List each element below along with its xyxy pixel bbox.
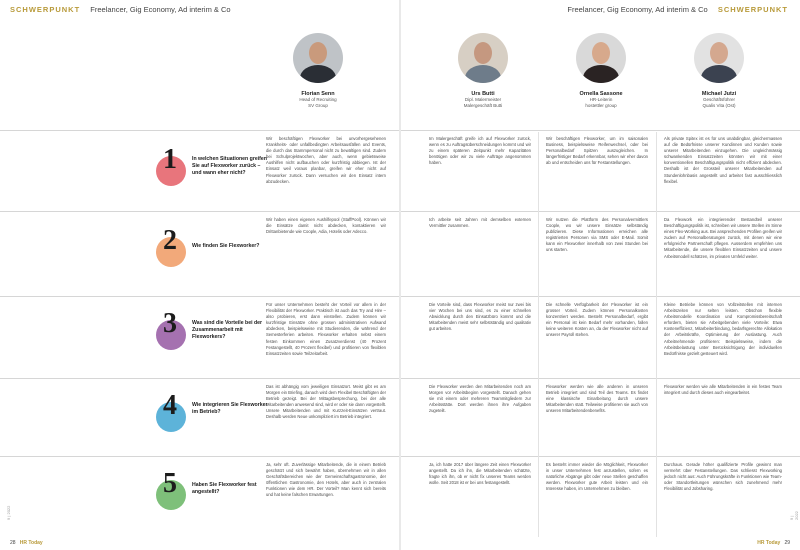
person-role: HR-Leiterin — [589, 97, 613, 102]
magazine-name: HR Today — [757, 540, 781, 546]
person-michael-jutzi — [679, 33, 759, 108]
left-header — [10, 5, 231, 14]
person-florian-senn — [278, 33, 358, 108]
question-number: 1 — [163, 144, 177, 175]
person-role: Geschäftsführer — [702, 97, 735, 102]
question-text: Wie finden Sie Flexworker? — [192, 243, 260, 249]
person-ornella-sassone — [561, 33, 641, 108]
column-divider — [656, 132, 657, 537]
question-number: 2 — [163, 225, 177, 256]
answer-text: Die Flexworker werden den Mitarbeitenden noch am Morgen vor Arbeitsbeginn vorgestellt. Danach gehen sie mit einem oder mehreren Teammitgliedern zur Arbeitsstätte. Dort werden ihnen ihre Aufgaben zugeteilt. — [429, 384, 531, 414]
page-number: 28 — [10, 540, 16, 546]
answer-text: Als private Spitex ist es für uns unabdingbar, gleichermassen auf die Bedürfnisse unserer Kundinnen und Kunden sowie unserer Mitarbeitenden einzugehen. Die ungleichmässig schwankenden Einsatzzeiten könnten wir mit einer konventionellen Beschäftigungspolitik nicht effizient abdecken. Deshalb ist der Grossteil unserer Mitarbeitenden auf Stundenlohnbasis angestellt und arbeitet fast ausschliesslich flexibel. — [664, 136, 782, 184]
person-company: Qualis Vita (Ost) — [702, 102, 736, 108]
section-subtitle: Freelancer, Gig Economy, Ad interim & Co — [90, 5, 231, 14]
divider — [401, 296, 800, 297]
question-number: 3 — [163, 308, 177, 339]
person-urs-butti — [443, 33, 523, 108]
divider — [0, 456, 399, 457]
section-keyword: SCHWERPUNKT — [717, 5, 788, 14]
left-folio — [10, 540, 43, 546]
answer-text: Kleine Betriebe können von Vollzeitstellen mit internen Arbeitszeiten nur selten leisten. Obschon flexible Arbeitsmodelle Koordination und Kompromissbereitschaft erfordern, bieten sie Arbeitgebenden viele Vorteile: Etwa Kosteneffizienz, Mitarbeiterbindung, bedarfsgerechte Allokation der Arbeitskräfte, Optimierung der Auslastung. Auch Arbeitnehmende profitieren: Beispielsweise, indem die Arbeitsbelastung unter Berücksichtigung der individuellen Bedürfnisse gezielt gesteuert wird. — [664, 302, 782, 356]
page-number: 29 — [784, 540, 790, 546]
question-text: Wie integrieren Sie Flexworker im Betrieb? — [192, 402, 268, 416]
person-role: Head of Recruiting — [299, 97, 337, 102]
answer-text: Durchaus. Gerade höher qualifizierte Profile gewinnt man vermehrt über Festanstellungen. Das schliesst Flexworking jedoch nicht aus: Auch Führungskräfte in Funktionen wie Team- oder Standortleitungen wünschen sich zunehmend mehr Flexibilität und Jobsharing. — [664, 462, 782, 492]
answer-text: Das ist abhängig vom jeweiligen Einsatzort. Meist gibt es am Morgen ein Briefing, danach wird dem Flexibel Beschäftigten der Betrieb gezeigt. Bei der Mittagsbesprechung, bei der alle Mitarbeitenden anwesend sind, wird er oder sie dann vorgestellt. Unsere Mitarbeitenden und mit Kurzzeit-Einsätzen vertraut. Deshalb werden Neue unkompliziert im Betrieb integriert. — [266, 384, 386, 420]
divider — [0, 378, 399, 379]
question-text: Was sind die Vorteile bei der Zusammenarbeit mit Flexworkers? — [192, 320, 263, 341]
answer-text: Ja, ich hatte 2017 über längere Zeit einen Flexworker angestellt. Da ich ihn, die Mitarbeitenden schätzte, fragte ich ihn, ob er nicht fix unseres Teams werden wolle. Seit 2018 ist er bei uns festangestellt. — [429, 462, 531, 486]
right-folio — [757, 540, 790, 546]
answer-text: Es besteht immer wieder die Möglichkeit, Flexworker in unser Unternehmen fest anzustellen, sofern es natürliche Abgänge gibt oder neue Stellen geschaffen werden. Flexworker gute Arbeit leisten und ein Interesse haben, im Unternehmen zu bleiben. — [546, 462, 648, 492]
person-role: Dipl. Malermeister — [464, 97, 502, 102]
answer-text: Flexworker werden wie alle anderen in unseren Betrieb integriert und sind Teil des Teams. Es findet eine klassische Einarbeitung durch unsere Mitarbeitenden statt. Teilweise profitieren sie auch von unseren Mitarbeitendenbenefits. — [546, 384, 648, 414]
answer-text: Ich arbeite seit Jahren mit demselben externen Vermittler zusammen. — [429, 217, 531, 229]
section-subtitle: Freelancer, Gig Economy, Ad interim & Co — [567, 5, 708, 14]
divider — [401, 378, 800, 379]
person-name: Florian Senn — [301, 91, 335, 97]
answer-text: Da Flexwork ein integrierender Bestandteil unserer Beschäftigungspolitik ist, schreiben wir unsere Stellen im Sinne eines Flex-Working aus. Bei ansprechenden Profilen greifen wir zudem auf Personalberatungen zurück, mit denen wir eine erfolgreiche Partnerschaft pflegen. Ausserdem empfehlen uns Mitarbeitende, die unsere flexiblen Einsatzzeiten und unsere Arbeitsmodell schätzen, im privaten Umfeld weiter. — [664, 217, 782, 259]
divider — [0, 296, 399, 297]
right-header — [567, 5, 788, 14]
person-company: SV Group — [308, 102, 328, 108]
avatar — [576, 33, 626, 83]
answer-text: Flexworker werden wie alle Mitarbeitenden in ein festes Team integriert und durch dieses auch eingearbeitet. — [664, 384, 782, 396]
question-number: 5 — [163, 468, 177, 499]
avatar — [293, 33, 343, 83]
answer-text: Die Vorteile sind, dass Flexworker meist nur zwei bis vier Wochen bei uns sind, es zu einer schnellen Abwicklung durch den Einsatzbüro kommt und die Mitarbeitenden meist sehr selbstständig und qualitativ gut arbeiten. — [429, 302, 531, 332]
magazine-name: HR Today — [19, 540, 43, 546]
answer-text: Die schnelle Verfügbarkeit der Flexworker ist ein grosser Vorteil. Zudem können Personalkosten konzentriert werden. Besteht Personalbedarf, ergibt ein Personal ist kein Bedarf mehr vorhanden, fallen keine weiteren Kosten an, da der Flexworker nicht auf unserer Payroll stehen. — [546, 302, 648, 338]
question-text: Haben Sie Flexworker fest angestellt? — [192, 482, 257, 496]
person-company: hostettler group — [585, 102, 617, 108]
issue-date: 9 | 2022 — [789, 511, 799, 520]
answer-text: Ja, sehr oft. Zuverlässige Mitarbeitende, die in einem Betrieb geschätzt und sich bewährt haben, übernehmen wir in allen Geschäftsbereichen wie der Gemeinschaftsgastronomie, der öffentlichen Gastronomie, den Hotels, aber auch in zentralen Funktionen wie dem HR. Der Vorteil? Man kennt sich bereits und hat keine falschen Erwartungen. — [266, 462, 386, 498]
question-text: In welchen Situationen greifen Sie auf Flexworker zurück – und wann eher nicht? — [192, 156, 267, 177]
divider — [401, 456, 800, 457]
answer-text: Im Malergeschäft greife ich auf Flexworker zurück, wenn es zu Auftragsüberschneidungen kommt und wir zu einem späteren Zeitpunkt mehr Kapazitäten benötigen oder wir zu viele Aufträge angenommen haben. — [429, 136, 531, 166]
person-name: Urs Butti — [471, 91, 495, 97]
answer-text: Für unser Unternehmen besteht der Vorteil vor allem in der Flexibilität der Flexworker. Praktisch ist auch das Try and Hire – also probieren, erst dann einstellen. Zudem können wir kurzfristige Einsätze ohne grossen administrativen Aufwand abdecken, beispielsweise mit Studierenden, die während der Semesterferien arbeiten. Flexworker erhalten nebst einem festen Einkommen einen Zusatzverdienst (40 Prozent Festangestellt, 40 Prozent flexibel) und profitieren von flexiblen Einsatzzeiten sowie Teilzeitarbeit. — [266, 302, 386, 356]
answer-text: Wir haben einen eigenen Aushilfepool (StaffPool). Können wir die Einsätze damit nicht abdecken, kontaktieren wir Drittanbietende wie Coople, Adia, Hotelis oder Adecco. — [266, 217, 386, 235]
avatar — [694, 33, 744, 83]
answer-text: Wir beschäftigen Flexworker bei unvorhergesehenen Krankheits- oder unfallbedingten Arbeitsausfällen und Events, die durch das Stammpersonal nicht zu bewältigen sind. Zudem bei Schulprojektwochen, aber auch, wenn gebietsweise Aushilfen nicht aufbauchen oder kurzfristig abbiegen. Ist der Einsatz weil voraus planbar, greifen wir eher nicht auf Flexworker zurück. Dann versuchen wir den Einsatz intern abzudecken. — [266, 136, 386, 184]
question-number: 4 — [163, 390, 177, 421]
right-page — [401, 0, 800, 550]
column-divider — [538, 132, 539, 537]
divider — [0, 211, 399, 212]
answer-text: Wir beschäftigen Flexworker, um im saisonalen Business, beispielsweise Reifenwechsel, oder bei Personalbedarf Spitzen auszugleichen. In längerfristiger Bedarf erkennbar, sehen wir eher davon ab und entscheiden uns für Festanstellungen. — [546, 136, 648, 166]
person-name: Michael Jutzi — [701, 91, 737, 97]
avatar — [458, 33, 508, 83]
person-company: Malergeschäft Butti — [463, 102, 503, 108]
divider — [401, 211, 800, 212]
divider — [0, 130, 399, 131]
issue-date: 9 | 2022 — [6, 505, 11, 520]
section-keyword: SCHWERPUNKT — [10, 5, 81, 14]
left-page — [0, 0, 399, 550]
divider — [401, 130, 800, 131]
answer-text: Wir nutzen die Plattform des Personalvermittlers Coople, wo wir unsere Einsätze selbständig publizieren. Diese Informationen erreichen alle registrierten Personen via SMS oder E-Mail. Somit kann ein Flexworker innerhalb von zwei Stunden bei uns starten. — [546, 217, 648, 253]
person-name: Ornella Sassone — [579, 91, 623, 97]
